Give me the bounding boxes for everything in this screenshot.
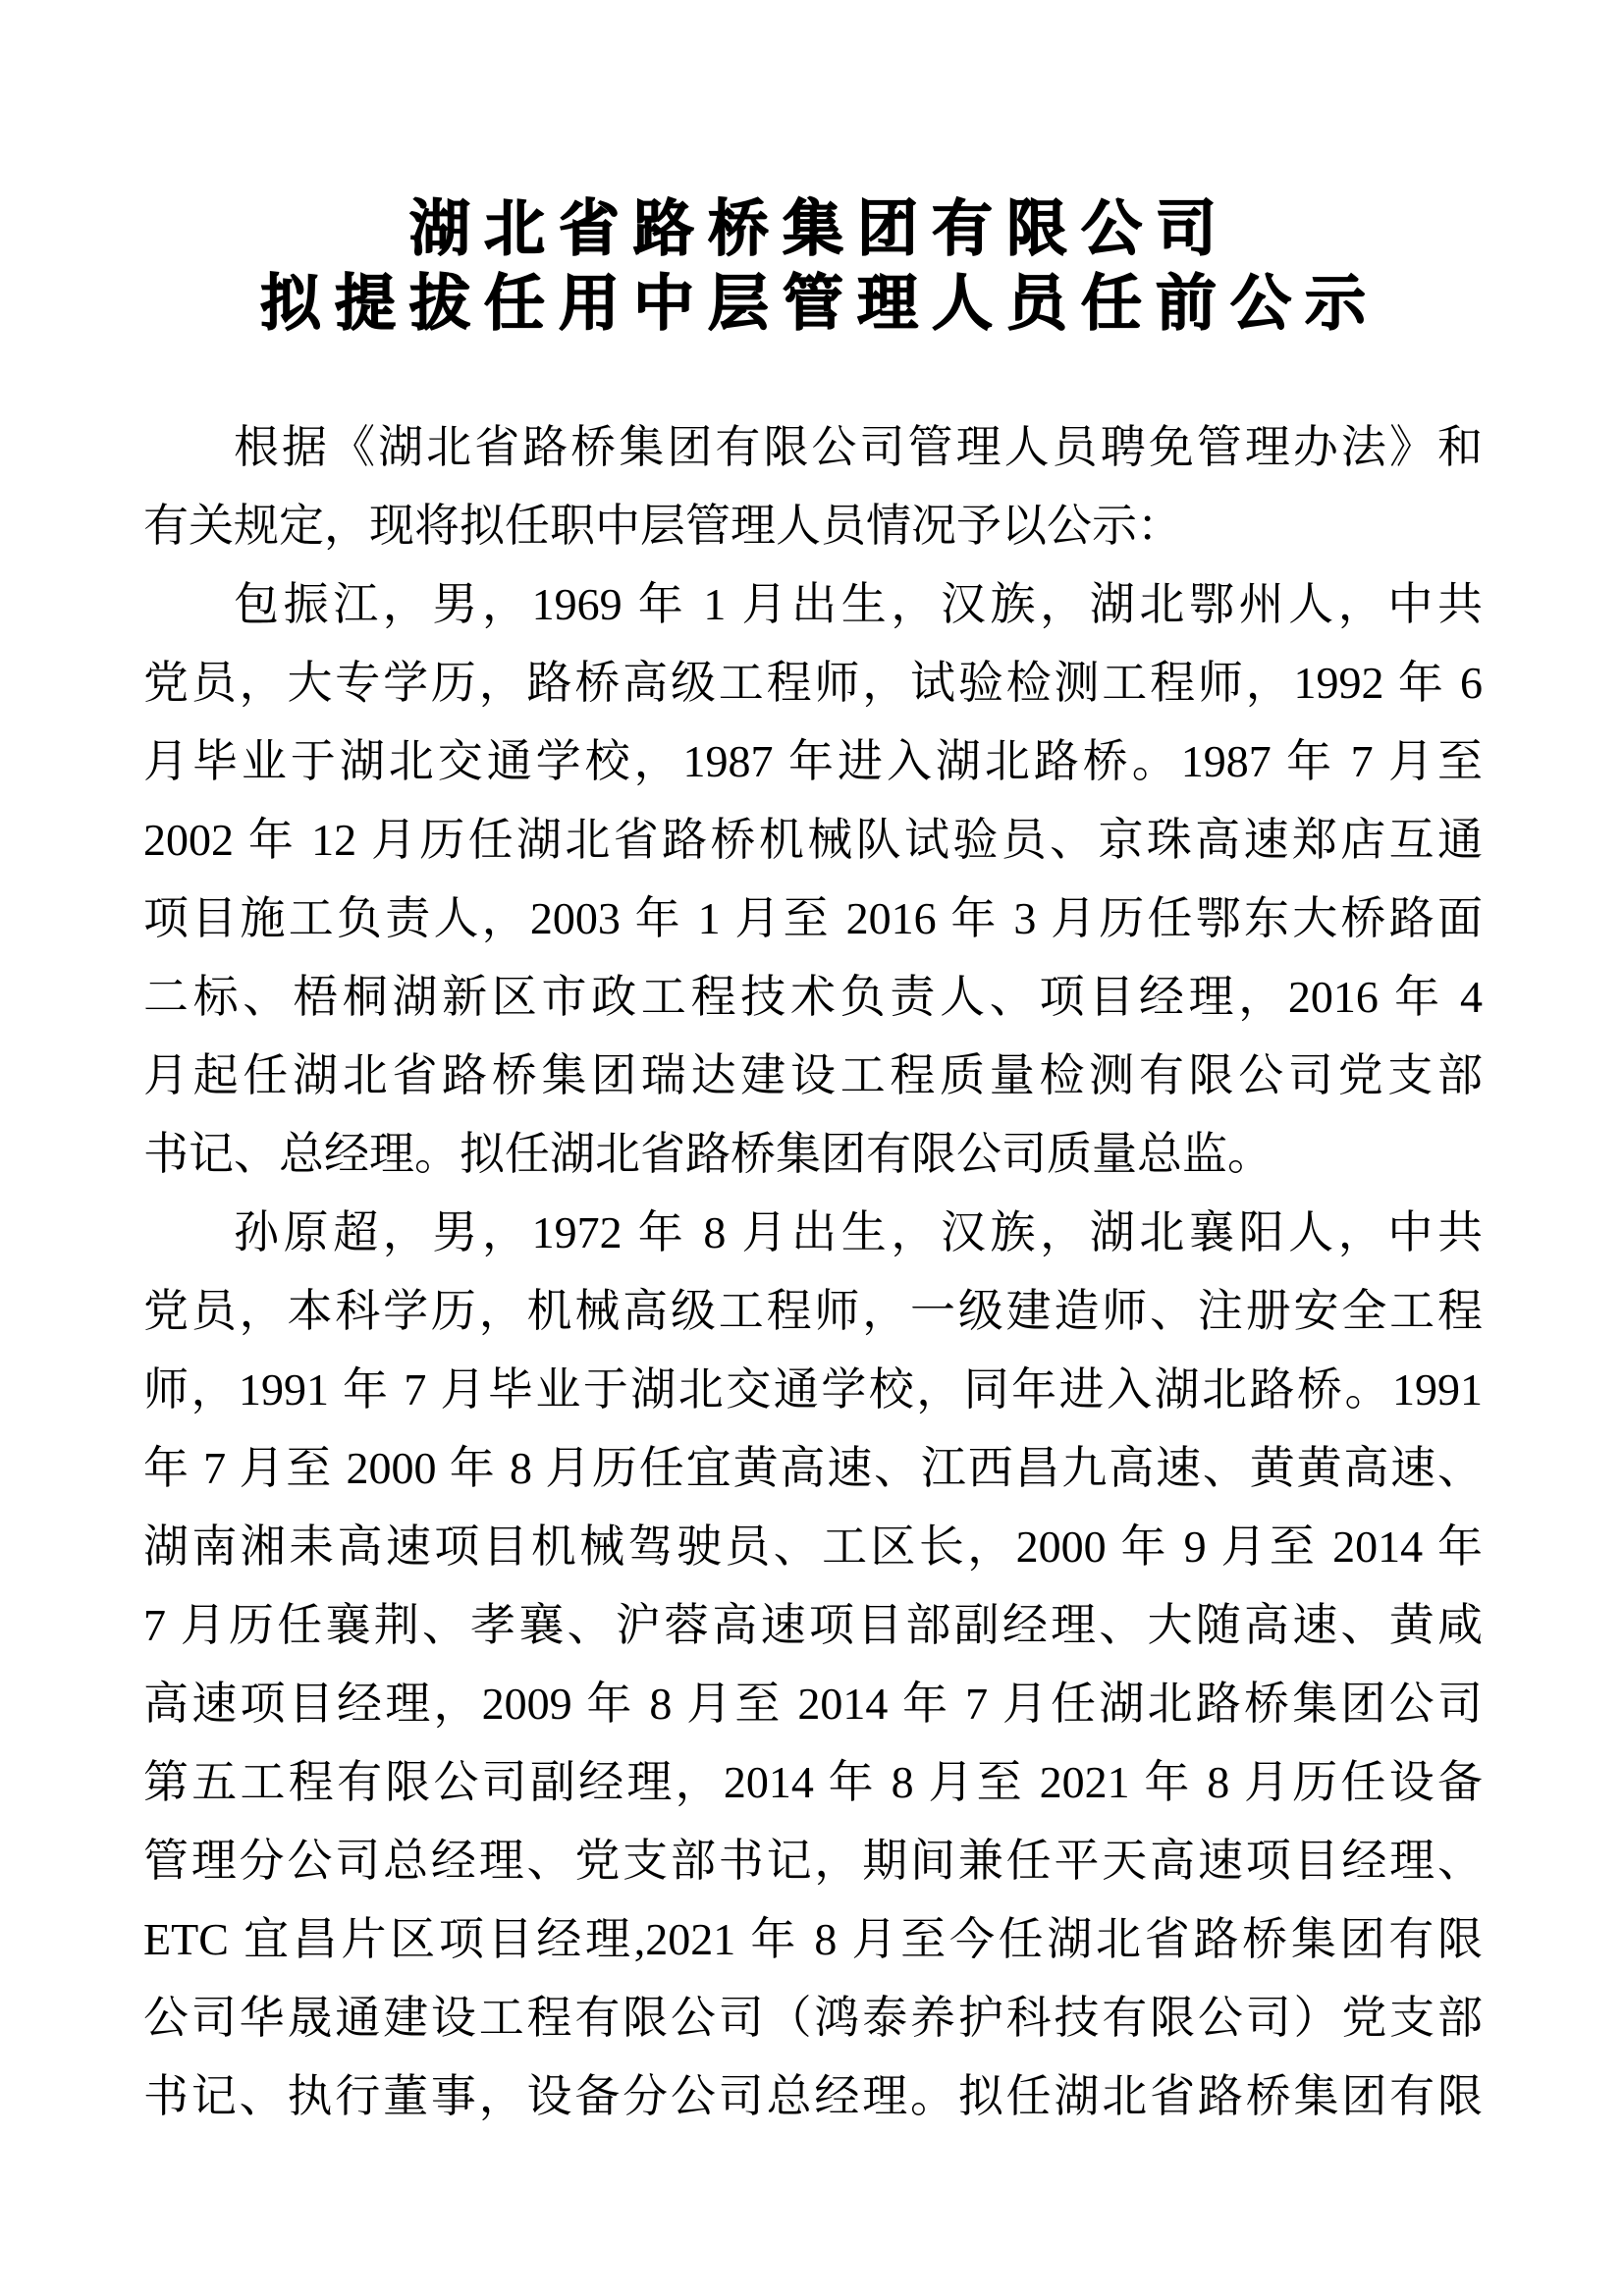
document-title (143, 192, 1483, 342)
text-line: 党员，大专学历，路桥高级工程师，试验检测工程师，1992 年 6 (143, 658, 1483, 708)
text-line: 年 7 月至 2000 年 8 月历任宜黄高速、江西昌九高速、黄黄高速、 (143, 1443, 1483, 1493)
document-title-line-2: 拟提拔任用中层管理人员任前公示 (259, 271, 1380, 338)
text-line: 月起任湖北省路桥集团瑞达建设工程质量检测有限公司党支部 (143, 1050, 1483, 1100)
text-line: 党员，本科学历，机械高级工程师，一级建造师、注册安全工程 (143, 1286, 1483, 1336)
document-title-line-1: 湖北省路桥集团有限公司 (408, 196, 1230, 263)
text-line: 湖南湘耒高速项目机械驾驶员、工区长，2000 年 9 月至 2014 年 (143, 1522, 1483, 1572)
text-line: 有关规定，现将拟任职中层管理人员情况予以公示： (143, 501, 1182, 551)
text-line: 书记、总经理。拟任湖北省路桥集团有限公司质量总监。 (143, 1129, 1272, 1179)
text-line: 书记、执行董事，设备分公司总经理。拟任湖北省路桥集团有限 (143, 2071, 1483, 2121)
text-line: 根据《湖北省路桥集团有限公司管理人员聘免管理办法》和 (234, 422, 1483, 472)
text-line: 二标、梧桐湖新区市政工程技术负责人、项目经理，2016 年 4 (143, 972, 1483, 1022)
text-line: 孙原超，男，1972 年 8 月出生，汉族，湖北襄阳人，中共 (234, 1207, 1483, 1257)
text-line: ETC 宜昌片区项目经理,2021 年 8 月至今任湖北省路桥集团有限 (143, 1914, 1483, 1964)
text-line: 公司华晟通建设工程有限公司（鸿泰养护科技有限公司）党支部 (143, 1993, 1483, 2043)
text-line: 管理分公司总经理、党支部书记，期间兼任平天高速项目经理、 (143, 1836, 1483, 1886)
document-body (143, 408, 1483, 2136)
text-line: 2002 年 12 月历任湖北省路桥机械队试验员、京珠高速郑店互通 (143, 815, 1483, 865)
text-line: 项目施工负责人，2003 年 1 月至 2016 年 3 月历任鄂东大桥路面 (143, 893, 1483, 943)
text-line: 高速项目经理，2009 年 8 月至 2014 年 7 月任湖北路桥集团公司 (143, 1679, 1483, 1729)
text-line: 月毕业于湖北交通学校，1987 年进入湖北路桥。1987 年 7 月至 (143, 736, 1483, 786)
text-line: 师，1991 年 7 月毕业于湖北交通学校，同年进入湖北路桥。1991 (143, 1364, 1483, 1415)
text-line: 7 月历任襄荆、孝襄、沪蓉高速项目部副经理、大随高速、黄咸 (143, 1600, 1483, 1650)
text-line: 第五工程有限公司副经理，2014 年 8 月至 2021 年 8 月历任设备 (143, 1757, 1483, 1807)
text-line: 包振江，男，1969 年 1 月出生，汉族，湖北鄂州人，中共 (234, 579, 1483, 629)
